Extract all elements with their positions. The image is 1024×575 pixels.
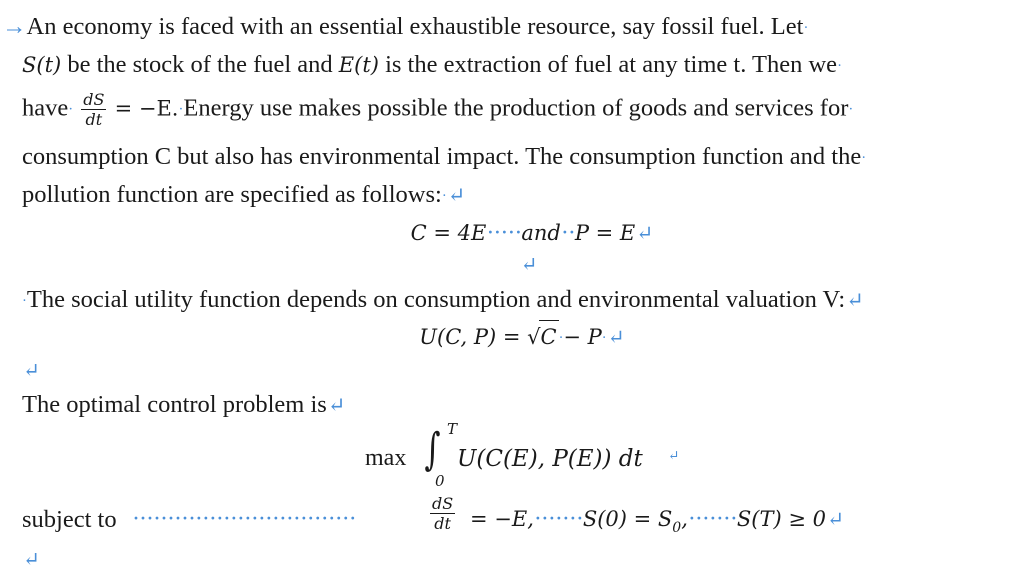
space-mark-icon: · [848, 101, 854, 118]
paragraph2: ·The social utility function depends on consumption and environmental valuation V:↵ [22, 286, 864, 313]
derivative-fraction: $\frac{dS}{dt}$ [83, 90, 105, 129]
extraction-symbol: E(t) [338, 53, 379, 77]
equation-consumption-pollution: C = 4E·····and··P = E↵ [410, 220, 654, 246]
paragraph-mark-icon: ↵ [668, 448, 680, 463]
paragraph-mark-icon: ↵ [23, 360, 40, 382]
tab-leader: ································ [132, 506, 356, 532]
paragraph-mark-icon: ↵ [846, 288, 864, 312]
derivative-fraction: $\frac{dS}{dt}$ [432, 494, 454, 533]
constraint-line: subject to ································ $\frac{dS}{dt}$ = $-E,\cdot\cdot\cdot\cdot\cdot\cdot\cdot S(0) = S_0,\cdot\cdot\cdot\cdot\cdot\cdot\cdot S(T)$ ≥ 0↵ [22, 494, 845, 536]
integral-sign: ∫ [424, 424, 441, 475]
tab-arrow-icon: → [2, 13, 27, 40]
paragraph-mark-icon: ↵ [520, 254, 538, 276]
stock-symbol: S(t) [22, 53, 62, 77]
equation-objective: max ∫ T 0 U(C(E), P(E)) dt ↵ [365, 420, 680, 490]
paragraph-mark-icon: ↵ [826, 509, 845, 531]
equation-inline: = −E. [114, 96, 179, 121]
paragraph3: The optimal control problem is↵ [22, 391, 346, 418]
space-mark-icon: · [803, 19, 809, 36]
space-mark-icon: · [837, 57, 842, 74]
paragraph1-line4: consumption C but also has environmental impact. The consumption function and the· [22, 143, 867, 170]
equation-utility: U(C, P) = √C ·− P·↵ [10, 320, 1024, 354]
space-mark-icon: · [861, 149, 867, 166]
paragraph-mark-icon: ↵ [447, 183, 466, 207]
paragraph1-line2: S(t) be the stock of the fuel and E(t) is the extraction of fuel at any time t. Then we· [22, 51, 842, 78]
paragraph-mark-icon: ↵ [23, 549, 40, 571]
paragraph-mark-icon: ↵ [327, 393, 346, 417]
paragraph1-line3: have· $\frac{dS}{dt}$ = −E.·Energy use makes possible the production of goods and services for· [22, 90, 854, 129]
paragraph-mark-icon: ↵ [607, 327, 625, 349]
paragraph1-line1: →An economy is faced with an essential exhaustible resource, say fossil fuel. Let· [2, 13, 809, 40]
paragraph-mark-icon: ↵ [636, 223, 654, 245]
paragraph1-line5: pollution function are specified as follows:·↵ [22, 181, 466, 208]
